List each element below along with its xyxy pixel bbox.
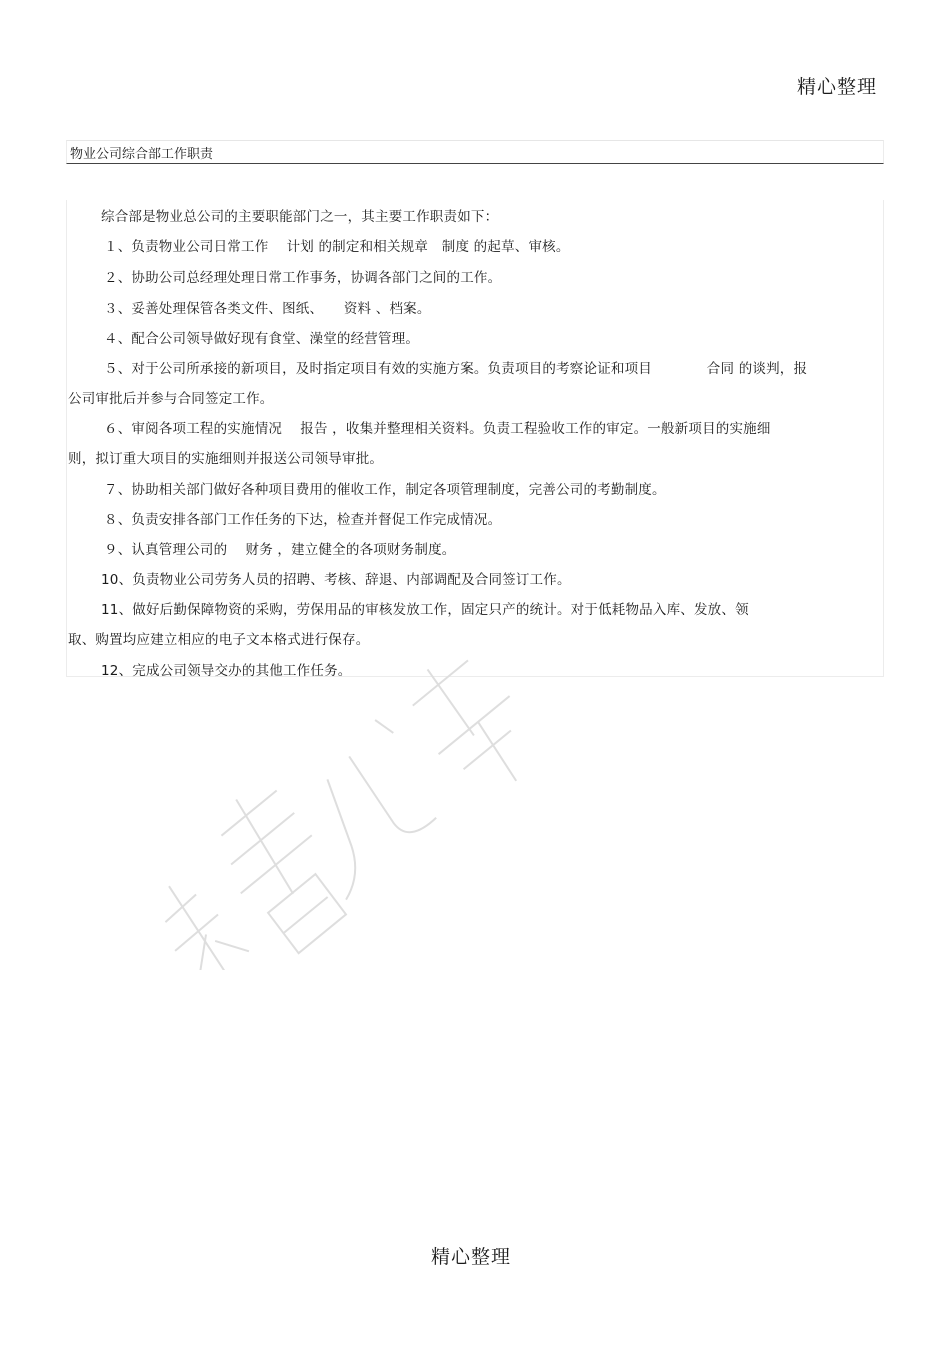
intro-paragraph: 综合部是物业总公司的主要职能部门之一，其主要工作职责如下： <box>101 209 499 225</box>
duty-line: ９、认真管理公司的 财务 ，建立健全的各项财务制度。 <box>104 542 456 558</box>
document-title-box <box>66 140 884 164</box>
duty-line: 10、负责物业公司劳务人员的招聘、考核、辞退、内部调配及合同签订工作。 <box>101 572 571 588</box>
page-footer: 精心整理 <box>431 1246 512 1268</box>
duty-line: 11、做好后勤保障物资的采购，劳保用品的审核发放工作，固定只产的统计。对于低耗物品入库、发放、领 <box>101 602 749 618</box>
duty-line: ７、协助相关部门做好各种项目费用的催收工作，制定各项管理制度，完善公司的考勤制度。 <box>104 482 666 498</box>
duty-line: 公司审批后并参与合同签定工作。 <box>68 391 274 407</box>
duty-line: ４、配合公司领导做好现有食堂、澡堂的经营管理。 <box>104 331 420 347</box>
duty-line: 12、完成公司领导交办的其他工作任务。 <box>101 663 352 679</box>
page-header: 精心整理 <box>796 76 877 98</box>
document-title: 物业公司综合部工作职责 <box>70 147 214 162</box>
duty-line: ３、妥善处理保管各类文件、图纸、 资料 、档案。 <box>104 301 431 317</box>
duty-line: 则，拟订重大项目的实施细则并报送公司领导审批。 <box>68 451 384 467</box>
duty-line: ６、审阅各项工程的实施情况 报告 ，收集并整理相关资料。负责工程验收工作的审定。一般新项目的实施细 <box>104 421 771 437</box>
watermark <box>115 640 635 970</box>
duty-line: 取、购置均应建立相应的电子文本格式进行保存。 <box>68 632 370 648</box>
duty-line: ８、负责安排各部门工作任务的下达，检查并督促工作完成情况。 <box>104 512 502 528</box>
duty-line: ５、对于公司所承接的新项目，及时指定项目有效的实施方案。负责项目的考察论证和项目 合同 的谈判，报 <box>104 361 808 377</box>
duty-line: １、负责物业公司日常工作 计划 的制定和相关规章 制度 的起草、审核。 <box>104 239 570 255</box>
duty-line: ２、协助公司总经理处理日常工作事务，协调各部门之间的工作。 <box>104 270 502 286</box>
